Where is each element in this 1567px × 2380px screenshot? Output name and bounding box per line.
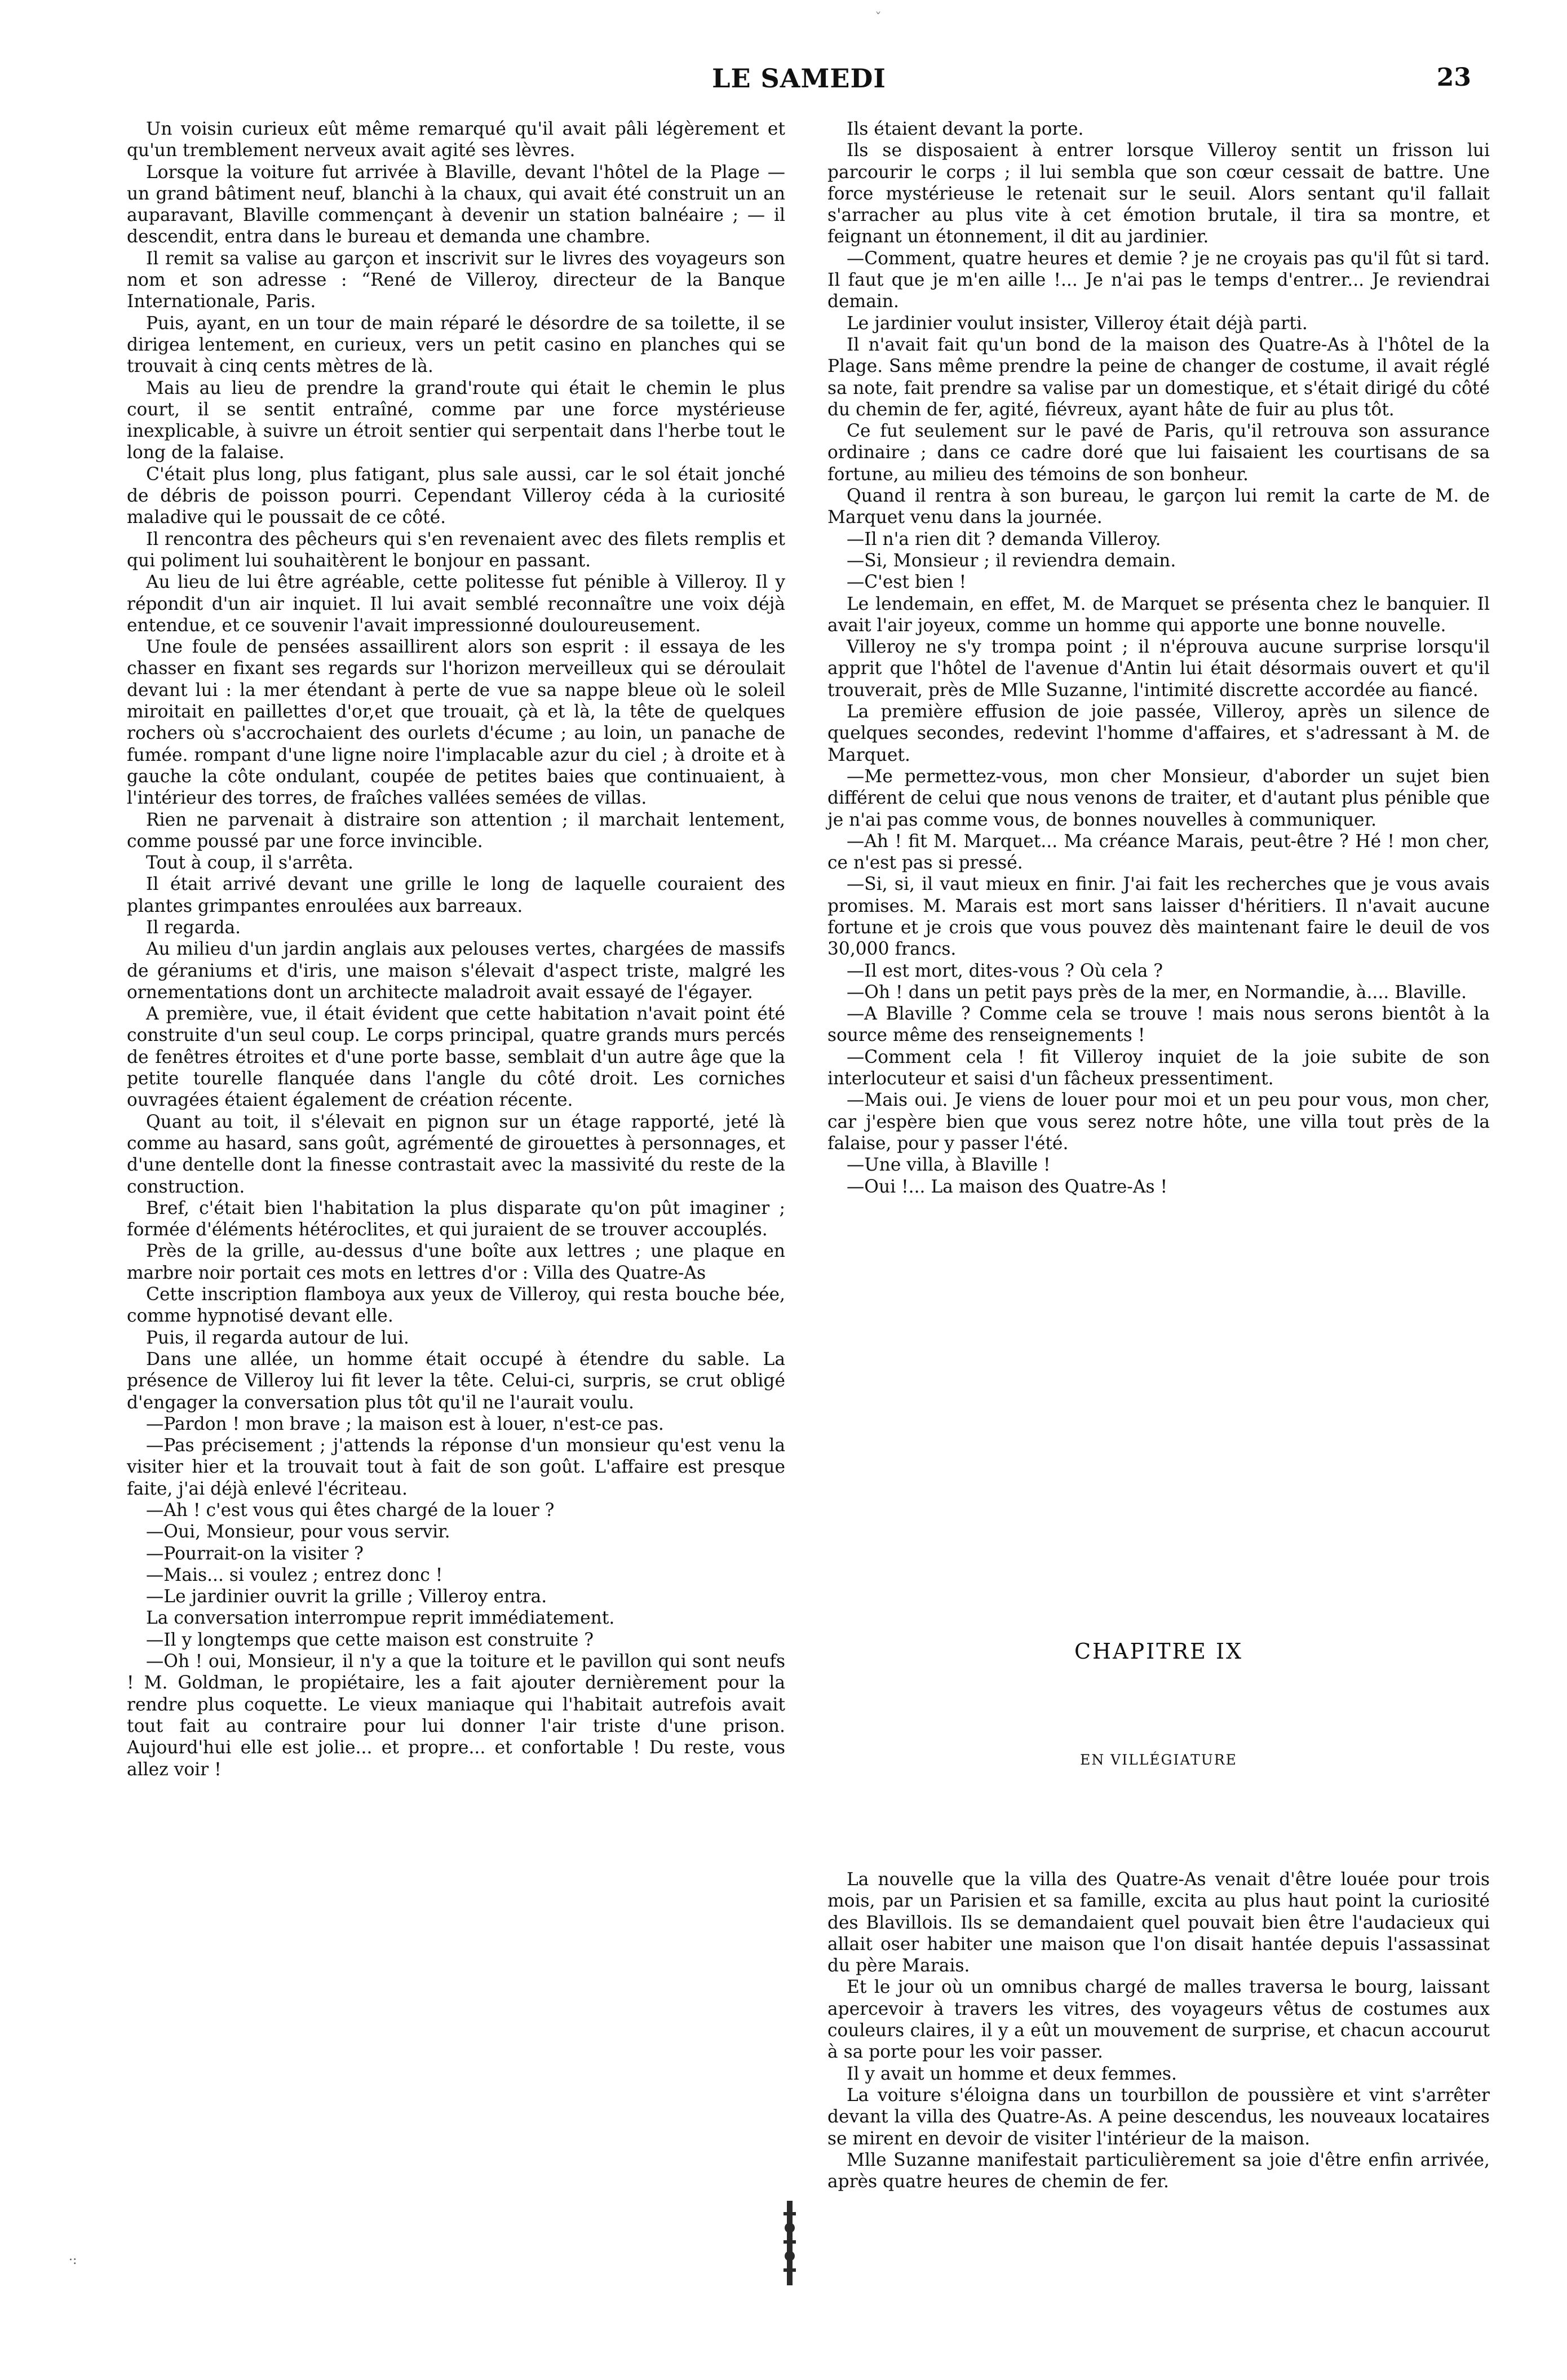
chapter-column [827,1869,1490,2192]
column-ornament [779,2201,802,2285]
article-paragraph: —Oui !... La maison des Quatre-As ! [847,1176,1168,1197]
article-paragraph: Villeroy ne s'y trompa point ; il n'éprouva aucune surprise lorsqu'il apprit que l'hôtel de l'avenue d'Antin lui était désormais ouvert et qu'il trouverait, près de Mlle Suzanne, l'intimité discrette accordée au fiancé. [827,637,1490,701]
article-paragraph: Ils se disposaient à entrer lorsque Villeroy sentit un frisson lui parcourir le corps ; il lui sembla que son cœur cessait de battre. Une force mystérieuse le retenait sur le seuil. Alors sentant qu'il fallait s'arracher au plus vite à cet émotion brutale, il tira sa montre, et feignant un étonnement, il dit au jardinier. [827,140,1490,247]
article-paragraph: Cette inscription flamboya aux yeux de Villeroy, qui resta bouche bée, comme hypnotisé devant elle. [127,1284,785,1327]
article-paragraph: —Pas précisement ; j'attends la réponse d'un monsieur qu'est venu la visiter hier et la trouvait tout à fait de son goût. L'affaire est presque faite, j'ai déjà enlevé l'écriteau. [127,1435,785,1499]
article-paragraph: Quand il rentra à son bureau, le garçon lui remit la carte de M. de Marquet venu dans la journée. [827,486,1490,528]
page-header [127,63,1471,103]
article-paragraph: Il rencontra des pêcheurs qui s'en revenaient avec des filets remplis et qui poliment lui souhaitèrent le bonjour en passant. [127,529,785,571]
article-paragraph: Puis, il regarda autour de lui. [146,1327,409,1348]
article-paragraph: —Comment, quatre heures et demie ? je ne croyais pas qu'il fût si tard. Il faut que je m'en aille !... Je n'ai pas le temps d'entrer... Je reviendrai demain. [827,248,1490,312]
article-paragraph: Ils étaient devant la porte. [847,119,1084,139]
article-paragraph: Le lendemain, en effet, M. de Marquet se présenta chez le banquier. Il avait l'air joyeux, comme un homme qui apporte une bonne nouvelle. [827,593,1490,636]
article-paragraph: —Il n'a rien dit ? demanda Villeroy. [847,529,1161,549]
article-paragraph: —Mais oui. Je viens de louer pour moi et un peu pour vous, mon cher, car j'espère bien que vous serez notre hôte, une villa tout près de la falaise, pour y passer l'été. [827,1090,1490,1154]
chapter-subtitle: EN VILLÉGIATURE [1080,1752,1237,1768]
article-paragraph: —C'est bien ! [847,572,967,593]
article-paragraph: —Si, Monsieur ; il reviendra demain. [847,550,1176,571]
chapter-paragraph: Et le jour où un omnibus chargé de malles traversa le bourg, laissant apercevoir à travers les vitres, des voyageurs vêtus de costumes aux couleurs claires, il y a eût un mouvement de surprise, et chacun accourut à sa porte pour les voir passer. [827,1977,1490,2063]
article-paragraph: —Il est mort, dites-vous ? Où cela ? [847,960,1163,981]
article-paragraph: Il regarda. [146,917,241,938]
chapter-paragraph: La voiture s'éloigna dans un tourbillon de poussière et vint s'arrêter devant la villa des Quatre-As. A peine descendus, les nouveaux locataires se mirent en devoir de visiter l'intérieur de la maison. [827,2085,1490,2149]
article-paragraph: Une foule de pensées assaillirent alors son esprit : il essaya de les chasser en fixant ses regards sur l'horizon merveilleux qui se déroulait devant lui : la mer étendant à perte de vue sa nappe bleue où le soleil miroitait en paillettes d'or,et que trouait, çà et là, la tête de quelques rochers où s'accrochaient des ourlets d'écume ; au loin, un panache de fumée. rompant d'une ligne noire l'implacable azur du ciel ; à droite et à gauche la côte ondulant, coupée de petites baies que continuaient, à l'intérieur des torres, de fraîches vallées semées de villas. [127,637,785,809]
chapter-paragraph: Il y avait un homme et deux femmes. [847,2063,1177,2084]
article-paragraph: Il remit sa valise au garçon et inscrivit sur le livres des voyageurs son nom et son adresse : “René de Villeroy, directeur de la Banque Internationale, Paris. [127,248,785,312]
article-paragraph: —Pardon ! mon brave ; la maison est à louer, n'est-ce pas. [146,1413,664,1434]
article-paragraph: La première effusion de joie passée, Villeroy, après un silence de quelques secondes, redevint l'homme d'affaires, et s'adressant à M. de Marquet. [827,702,1490,765]
article-paragraph: Un voisin curieux eût même remarqué qu'il avait pâli légèrement et qu'un tremblement nerveux avait agité ses lèvres. [127,119,785,161]
article-paragraph: Il était arrivé devant une grille le long de laquelle couraient des plantes grimpantes enroulées aux barreaux. [127,874,785,916]
article-paragraph: —Le jardinier ouvrit la grille ; Villeroy entra. [146,1586,547,1607]
page-number: 23 [1436,63,1471,92]
article-paragraph: —Pourrait-on la visiter ? [146,1543,364,1564]
article-paragraph: A première, vue, il était évident que cette habitation n'avait point été construite d'un seul coup. Le corps principal, quatre grands murs percés de fenêtres étroites et d'une porte basse, semblait d'un autre âge que la petite tourelle flanquée dans l'angle du côté droit. Les corniches ouvragées étaient également de création récente. [127,1004,785,1111]
article-paragraph: Mais au lieu de prendre la grand'route qui était le chemin le plus court, il se sentit entraîné, comme par une force mystérieuse inexplicable, à suivre un étroit sentier qui serpentait dans l'herbe tout le long de la falaise. [127,378,785,463]
chapter-paragraph: Mlle Suzanne manifestait particulièrement sa joie d'être enfin arrivée, après quatre heures de chemin de fer. [827,2149,1490,2192]
article-paragraph: —Oh ! oui, Monsieur, il n'y a que la toiture et le pavillon qui sont neufs ! M. Goldman, le propiétaire, les a fait ajouter dernièrement pour la rendre plus coquette. Le vieux maniaque qui l'habitait autrefois avait tout fait au contraire pour lui donner l'air triste d'une prison. Aujourd'hui elle est jolie... et propre... et confortable ! Du reste, vous allez voir ! [127,1651,785,1780]
article-paragraph: Le jardinier voulut insister, Villeroy était déjà parti. [847,313,1308,334]
article-paragraph: —Il y longtemps que cette maison est construite ? [146,1629,594,1650]
article-paragraph: Près de la grille, au-dessus d'une boîte aux lettres ; une plaque en marbre noir portait ces mots en lettres d'or : Villa des Quatre-As [127,1241,785,1283]
article-paragraph: —Oh ! dans un petit pays près de la mer, en Normandie, à.... Blaville. [847,982,1467,1003]
article-paragraph: Au lieu de lui être agréable, cette politesse fut pénible à Villeroy. Il y répondit d'un air inquiet. Il lui avait semblé reconnaître une voix déjà entendue, et ce souvenir l'avait impressionné douloureusement. [127,572,785,636]
newspaper-title: LE SAMEDI [712,63,886,94]
article-paragraph: Bref, c'était bien l'habitation la plus disparate qu'on pût imaginer ; formée d'éléments hétéroclites, et qui juraient de se trouver accouplés. [127,1198,785,1240]
article-paragraph: Ce fut seulement sur le pavé de Paris, qu'il retrouva son assurance ordinaire ; dans ce cadre doré que lui faisaient les courtisans de sa fortune, au milieu des témoins de son bonheur. [827,421,1490,485]
print-speck: ·: [69,2253,77,2267]
article-paragraph: Il n'avait fait qu'un bond de la maison des Quatre-As à l'hôtel de la Plage. Sans même prendre la peine de changer de costume, il avait réglé sa note, fait prendre sa valise par un domestique, et s'était dirigé du côté du chemin de fer, agité, fiévreux, ayant hâte de fuir au plus tôt. [827,334,1490,420]
article-paragraph: Quant au toit, il s'élevait en pignon sur un étage rapporté, jeté là comme au hasard, sans goût, agrémenté de girouettes à personnages, et d'une dentelle dont la finesse contrastait avec la massivité du reste de la construction. [127,1111,785,1197]
article-paragraph: —Mais... si voulez ; entrez donc ! [146,1564,443,1585]
chapter-paragraph: La nouvelle que la villa des Quatre-As venait d'être louée pour trois mois, par un Parisien et sa famille, excita au plus haut point la curiosité des Blavillois. Ils se demandaient quel pouvait bien être l'audacieux qui allait oser habiter une maison que l'on disait hantée depuis l'assassinat du père Marais. [827,1869,1490,1976]
article-paragraph: —Me permettez-vous, mon cher Monsieur, d'aborder un sujet bien différent de celui que nous venons de traiter, et d'autant plus pénible que je n'ai pas comme vous, de bonnes nouvelles à communiquer. [827,766,1490,830]
article-paragraph: —Comment cela ! fit Villeroy inquiet de la joie subite de son interlocuteur et saisi d'un fâcheux pressentiment. [827,1047,1490,1089]
article-paragraph: —A Blaville ? Comme cela se trouve ! mais nous serons bientôt à la source même des renseignements ! [827,1004,1490,1046]
chapter-title: CHAPITRE IX [1074,1639,1243,1664]
article-paragraph: —Oui, Monsieur, pour vous servir. [146,1522,450,1543]
article-paragraph: Puis, ayant, en un tour de main réparé le désordre de sa toilette, il se dirigea lentement, en curieux, vers un petit casino en planches qui se trouvait à cinq cents mètres de là. [127,313,785,377]
article-paragraph: C'était plus long, plus fatigant, plus sale aussi, car le sol était jonché de débris de poisson pourri. Cependant Villeroy céda à la curiosité maladive qui le poussait de ce côté. [127,464,785,528]
article-paragraph: Au milieu d'un jardin anglais aux pelouses vertes, chargées de massifs de géraniums et d'iris, une maison s'élevait d'aspect triste, malgré les ornementations dont un architecte maladroit avait essayé de l'égayer. [127,939,785,1003]
article-paragraph: —Ah ! fit M. Marquet... Ma créance Marais, peut-être ? Hé ! mon cher, ce n'est pas si pressé. [827,831,1490,874]
article-paragraph: —Une villa, à Blaville ! [847,1155,1051,1176]
article-paragraph: La conversation interrompue reprit immédiatement. [146,1608,615,1629]
article-paragraph: —Ah ! c'est vous qui êtes chargé de la louer ? [146,1500,555,1521]
article-paragraph: Lorsque la voiture fut arrivée à Blaville, devant l'hôtel de la Plage — un grand bâtiment neuf, blanchi à la chaux, qui avait été construit un an auparavant, Blaville commençant à devenir un station balnéaire ; — il descendit, entra dans le bureau et demanda une chambre. [127,162,785,247]
left-column [127,118,785,1780]
article-paragraph: Dans une allée, un homme était occupé à étendre du sable. La présence de Villeroy lui fit lever la tête. Celui-ci, surpris, se crut obligé d'engager la conversation plus tôt qu'il ne l'aurait voulu. [127,1349,785,1413]
article-paragraph: Tout à coup, il s'arrêta. [146,853,353,874]
right-column [827,118,1490,1198]
print-mark: ˇ [875,10,882,26]
article-paragraph: Rien ne parvenait à distraire son attention ; il marchait lentement, comme poussé par une force invincible. [127,809,785,852]
article-paragraph: —Si, si, il vaut mieux en finir. J'ai fait les recherches que je vous avais promises. M. Marais est mort sans laisser d'héritiers. Il n'avait aucune fortune et je crois que vous pouvez dès maintenant faire le deuil de vos 30,000 francs. [827,874,1490,960]
